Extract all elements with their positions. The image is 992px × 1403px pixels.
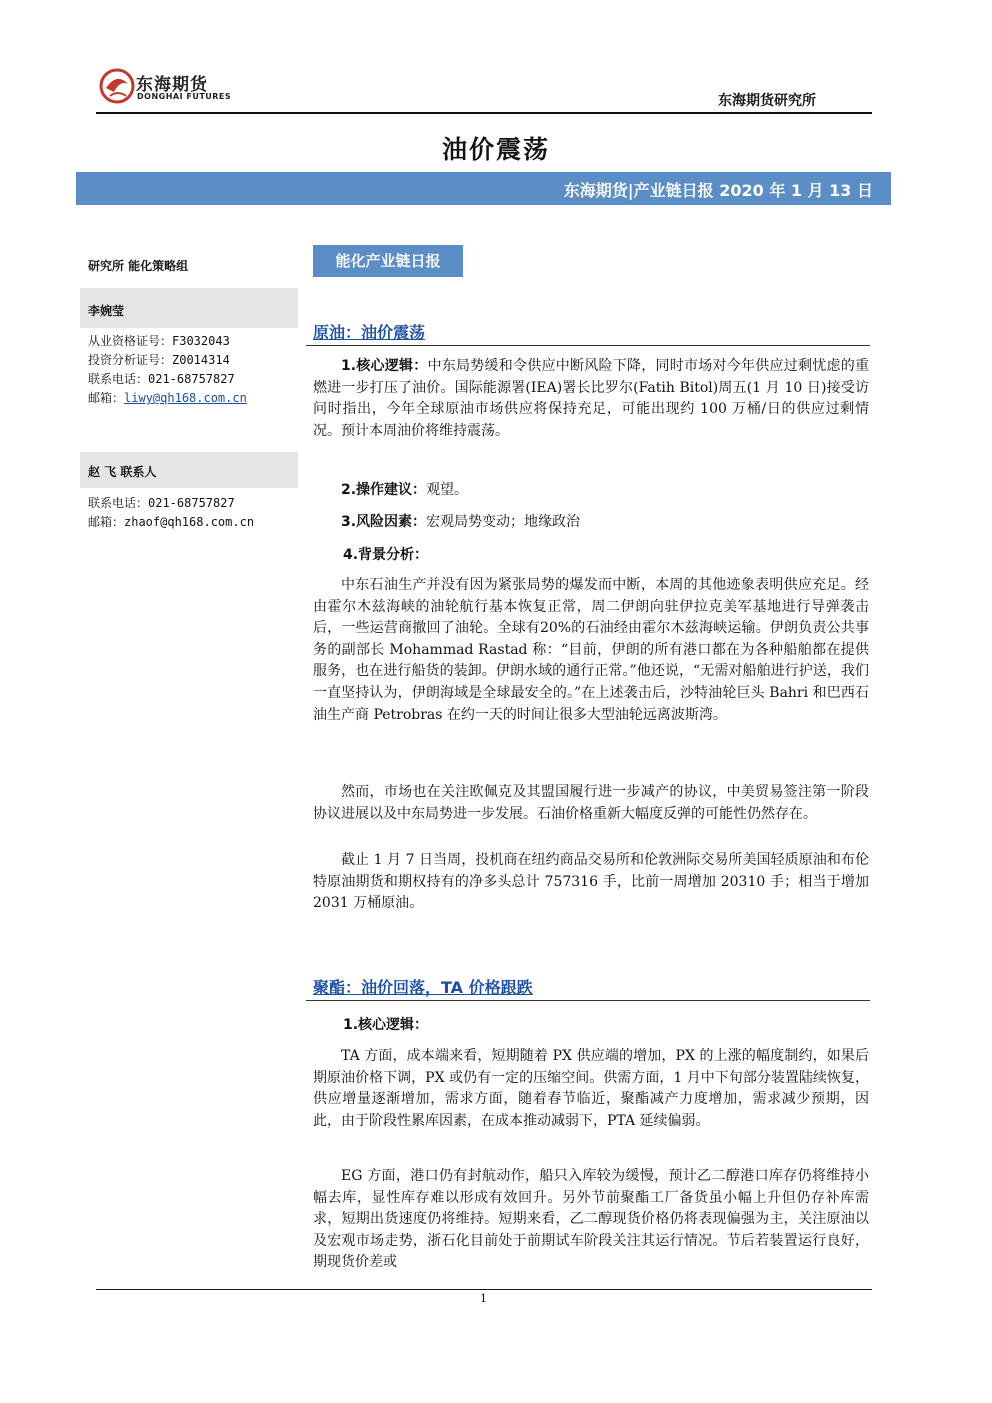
logo-english-name: DONGHAI FUTURES — [137, 92, 232, 101]
section-divider — [306, 345, 870, 346]
analyst1-email-row — [88, 389, 247, 406]
report-banner — [76, 172, 891, 205]
section-title-crude-oil: 原油：油价震荡 — [313, 323, 426, 342]
risk-label: 3.风险因素： — [341, 514, 427, 530]
core-logic-label: 1.核心逻辑： — [341, 358, 428, 374]
background-label: 4.背景分析： — [343, 547, 429, 563]
analyst1-cert2: 投资分析证号：Z0014314 — [88, 353, 230, 367]
analyst2-email: 邮箱：zhaof@qh168.com.cn — [88, 515, 255, 529]
section-divider — [306, 1000, 870, 1001]
banner-text: 东海期货|产业链日报 2020 年 1 月 13 日 — [563, 181, 873, 200]
logo-chinese-name: 东海期货 — [136, 75, 208, 95]
analyst1-phone: 联系电话：021-68757827 — [88, 372, 235, 386]
report-type-tag: 能化产业链日报 — [313, 245, 463, 277]
sidebar-dept: 研究所 能化策略组 — [88, 259, 189, 273]
polyester-core-label: 1.核心逻辑： — [343, 1017, 429, 1033]
background-paragraph-2: 然而，市场也在关注欧佩克及其盟国履行进一步减产的协议，中美贸易签注第一阶段协议进展以及中东局势进一步发展。石油价格重新大幅度反弹的可能性仍然存在。 — [313, 784, 869, 822]
core-logic-paragraph — [313, 356, 869, 442]
operation-text: 观望。 — [426, 482, 469, 498]
section-title-polyester: 聚酯：油价回落，TA 价格跟跌 — [313, 978, 533, 997]
analyst1-cert1: 从业资格证号：F3032043 — [88, 334, 230, 348]
polyester-paragraph-ta: TA 方面，成本端来看，短期随着 PX 供应端的增加，PX 的上涨的幅度制约，如果后期原油价格下调，PX 或仍有一定的压缩空间。供需方面，1 月中下旬部分装置陆续恢复，供应增量逐渐增加，需求方面，随着春节临近，聚酯减产力度增加，需求减少预期，因此，由于阶段性累库因素，在成本推动减弱下，PTA 延续偏弱。 — [313, 1048, 869, 1129]
header-divider — [96, 112, 872, 114]
footer-divider — [96, 1289, 872, 1290]
core-logic-text: 中东局势缓和令供应中断风险下降，同时市场对今年供应过剩忧虑的重燃进一步打压了油价。国际能源署(IEA)署长比罗尔(Fatih Bitol)周五(1 月 10 日)接受访问时指出，今年全球原油市场供应将保持充足，可能出现约 100 万桶/日的供应过剩情况。预计本周油价将维持震荡。 — [313, 358, 870, 439]
page-number: 1 — [480, 1292, 487, 1305]
document-title: 油价震荡 — [441, 135, 550, 164]
risk-paragraph — [313, 512, 869, 534]
background-paragraph-1: 中东石油生产并没有因为紧张局势的爆发而中断，本周的其他迹象表明供应充足。经由霍尔木兹海峡的油轮航行基本恢复正常，周二伊朗向驻伊拉克美军基地进行导弹袭击后，一些运营商撤回了油轮。全球有20%的石油经由霍尔木兹海峡运输。伊朗负责公共事务的副部长 Mohammad Rastad 称：“目前，伊朗的所有港口都在为各种船舶都在提供服务，也在进行船货的装卸。伊朗水域的通行正常。”他还说，“无需对船舶进行护送，我们一直坚持认为，伊朗海域是全球最安全的。”在上述袭击后，沙特油轮巨头 Bahri 和巴西石油生产商 Petrobras 在约一天的时间让很多大型油轮远离波斯湾。 — [313, 577, 869, 723]
analyst2-name: 赵 飞 联系人 — [88, 465, 157, 479]
institute-name: 东海期货研究所 — [718, 93, 816, 109]
analyst2-phone: 联系电话：021-68757827 — [88, 496, 235, 510]
risk-text: 宏观局势变动；地缘政治 — [426, 514, 581, 530]
polyester-paragraph-eg: EG 方面，港口仍有封航动作，船只入库较为缓慢，预计乙二醇港口库存仍将维持小幅去库，显性库存难以形成有效回升。另外节前聚酯工厂备货虽小幅上升但仍存补库需求，短期出货速度仍将维持。短期来看，乙二醇现货价格仍将表现偏强为主，关注原油以及宏观市场走势，浙石化目前处于前期试车阶段关注其运行情况。节后若装置运行良好，期现货价差或 — [313, 1168, 869, 1271]
background-paragraph-3: 截止 1 月 7 日当周，投机商在纽约商品交易所和伦敦洲际交易所美国轻质原油和布伦特原油期货和期权持有的净多头总计 757316 手，比前一周增加 20310 手；相当于增加 2031 万桶原油。 — [313, 852, 869, 912]
analyst1-email-link[interactable]: liwy@qh168.com.cn — [124, 391, 247, 405]
operation-paragraph — [313, 480, 869, 502]
analyst1-email-label: 邮箱： — [88, 391, 125, 405]
analyst1-name: 李婉莹 — [88, 304, 125, 318]
company-logo — [98, 66, 238, 110]
operation-label: 2.操作建议： — [341, 482, 427, 498]
logo-emblem-icon — [98, 66, 136, 106]
